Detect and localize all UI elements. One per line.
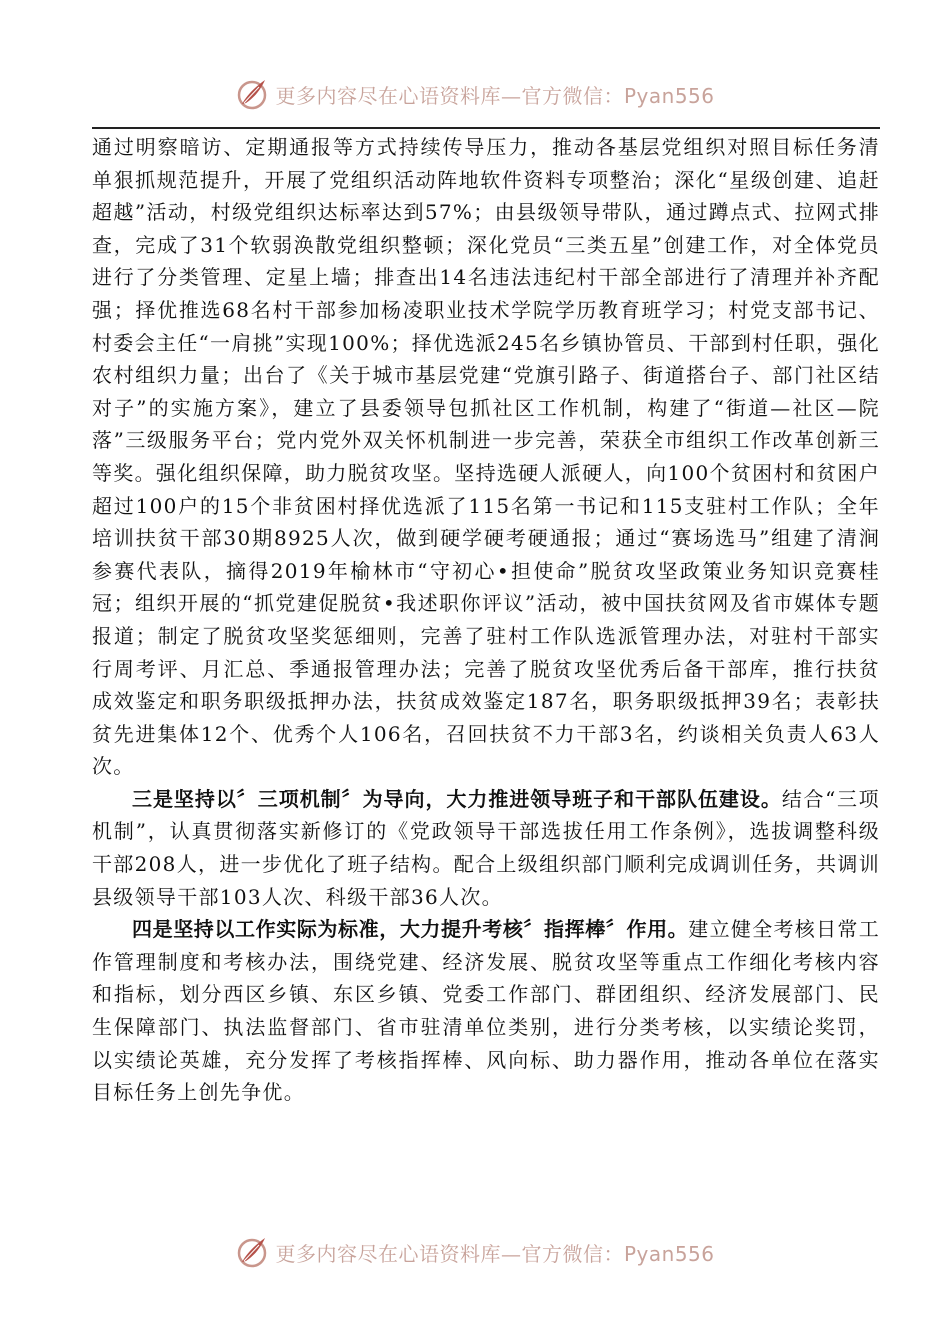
paragraph-text: 结合“三项机制”，认真贯彻落实新修订的《党政领导干部选拔任用工作条例》，选拔调整科级干部208人，进一步优化了班子结构。配合上级组织部门顺利完成调训任务，共调训县级领导干部103人次、科级干部36人次。 — [92, 786, 880, 909]
watermark-text: 更多内容尽在心语资料库—官方微信：Pyan556 — [275, 83, 715, 108]
header-watermark — [0, 74, 950, 114]
document-body — [92, 131, 880, 1109]
quill-logo-icon — [235, 77, 269, 111]
paragraph-three-mechanisms — [92, 783, 880, 913]
paragraph-continuation: 通过明察暗访、定期通报等方式持续传导压力，推动各基层党组织对照目标任务清单狠抓规范提升，开展了党组织活动阵地软件资料专项整治；深化“星级创建、追赶超越”活动，村级党组织达标率达到57%；由县级领导带队，通过蹲点式、拉网式排查，完成了31个软弱涣散党组织整顿；深化党员“三类五星”创建工作，对全体党员进行了分类管理、定星上墙；排查出14名违法违纪村干部全部进行了清理并补齐配强；择优推选68名村干部参加杨凌职业技术学院学历教育班学习；村党支部书记、村委会主任“一肩挑”实现100%；择优选派245名乡镇协管员、干部到村任职，强化农村组织力量；出台了《关于城市基层党建“党旗引路子、街道搭台子、部门社区结对子”的实施方案》，建立了县委领导包抓社区工作机制，构建了“街道—社区—院落”三级服务平台；党内党外双关怀机制进一步完善，荣获全市组织工作改革创新三等奖。强化组织保障，助力脱贫攻坚。坚持选硬人派硬人，向100个贫困村和贫困户超过100户的15个非贫困村择优选派了115名第一书记和115支驻村工作队；全年培训扶贫干部30期8925人次，做到硬学硬考硬通报；通过“赛场选马”组建了清涧参赛代表队，摘得2019年榆林市“守初心•担使命”脱贫攻坚政策业务知识竞赛桂冠；组织开展的“抓党建促脱贫•我述职你评议”活动，被中国扶贫网及省市媒体专题报道；制定了脱贫攻坚奖惩细则，完善了驻村工作队选派管理办法，对驻村干部实行周考评、月汇总、季通报管理办法；完善了脱贫攻坚优秀后备干部库，推行扶贫成效鉴定和职务职级抵押办法，扶贫成效鉴定187名，职务职级抵押39名；表彰扶贫先进集体12个、优秀个人106名，召回扶贫不力干部3名，约谈相关负责人63人次。 — [92, 135, 880, 779]
paragraph-assessment — [92, 913, 880, 1109]
quill-logo-icon — [235, 1235, 269, 1269]
header-divider — [92, 127, 880, 129]
paragraph-text: 建立健全考核日常工作管理制度和考核办法，围绕党建、经济发展、脱贫攻坚等重点工作细化考核内容和指标，划分西区乡镇、东区乡镇、党委工作部门、群团组织、经济发展部门、民生保障部门、执法监督部门、省市驻清单位类别，进行分类考核，以实绩论奖罚，以实绩论英雄，充分发挥了考核指挥棒、风向标、助力器作用，推动各单位在落实目标任务上创先争优。 — [92, 917, 881, 1105]
watermark-text: 更多内容尽在心语资料库—官方微信：Pyan556 — [275, 1241, 715, 1266]
paragraph-heading: 四是坚持以工作实际为标准，大力提升考核〞指挥棒〞作用。 — [132, 917, 689, 942]
footer-watermark — [0, 1232, 950, 1272]
paragraph-heading: 三是坚持以〞三项机制〞为导向，大力推进领导班子和干部队伍建设。 — [132, 786, 782, 811]
